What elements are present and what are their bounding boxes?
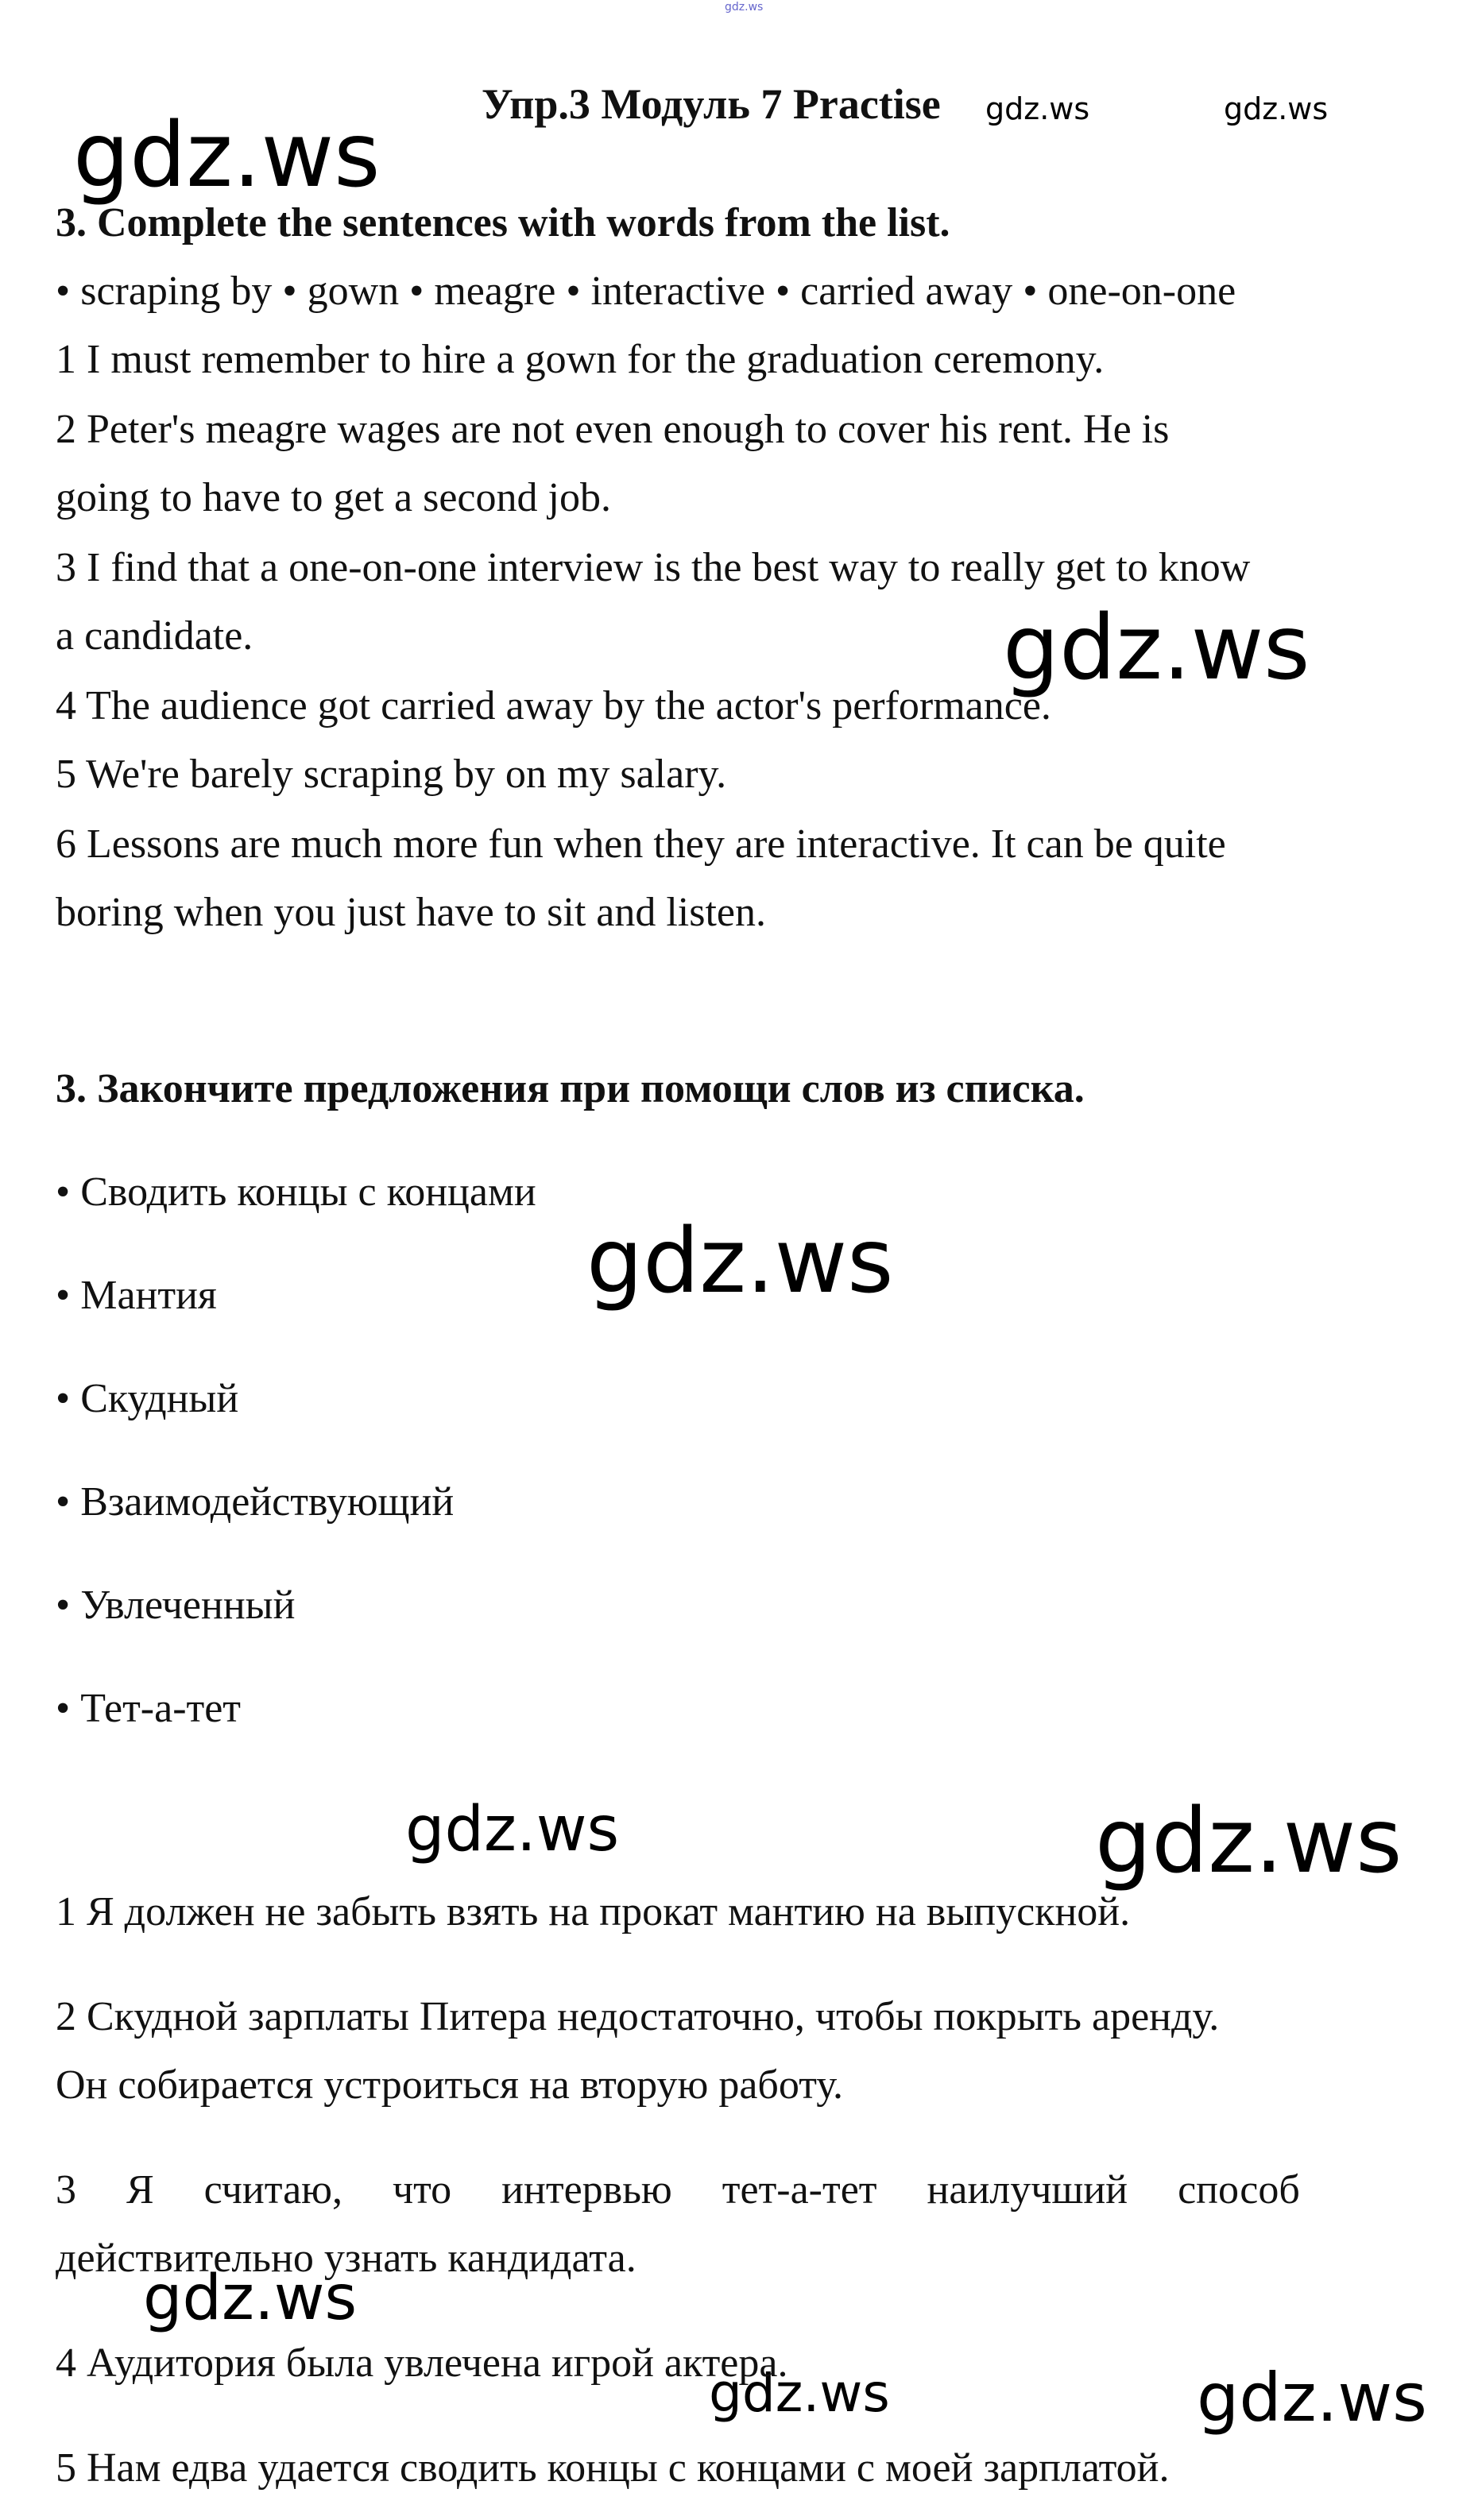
watermark-large-1: gdz.ws bbox=[73, 104, 381, 207]
watermark-header-2: gdz.ws bbox=[1224, 91, 1329, 126]
russian-word-2: • Мантия bbox=[56, 1273, 217, 1318]
watermark-header-1: gdz.ws bbox=[985, 91, 1090, 126]
russian-word-3: • Скудный bbox=[56, 1376, 239, 1421]
watermark-tiny: gdz.ws bbox=[725, 1, 764, 14]
russian-word-4: • Взаимодействующий bbox=[56, 1479, 455, 1525]
russian-word-5: • Увлеченный bbox=[56, 1583, 296, 1628]
english-heading: 3. Complete the sentences with words from the list. bbox=[56, 200, 950, 245]
russian-sentence-4: 4 Аудитория была увлечена игрой актера. bbox=[56, 2340, 788, 2386]
russian-sentence-3: 3 Я считаю, что интервью тет-а-тет наилучший способ bbox=[56, 2167, 1300, 2213]
english-line-3: going to have to get a second job. bbox=[56, 475, 611, 520]
russian-sentence-2b: Он собирается устроиться на вторую работу. bbox=[56, 2062, 844, 2108]
english-line-1: 1 I must remember to hire a gown for the graduation ceremony. bbox=[56, 337, 1105, 382]
watermark-large-3: gdz.ws bbox=[586, 1210, 894, 1313]
russian-sentence-1: 1 Я должен не забыть взять на прокат мантию на выпускной. bbox=[56, 1889, 1131, 1934]
english-line-2: 2 Peter's meagre wages are not even enough to cover his rent. He is bbox=[56, 407, 1170, 452]
english-line-5: a candidate. bbox=[56, 613, 253, 659]
english-line-7: 5 We're barely scraping by on my salary. bbox=[56, 752, 727, 797]
watermark-large-2: gdz.ws bbox=[1003, 597, 1310, 700]
watermark-medium-3: gdz.ws bbox=[709, 2363, 890, 2424]
russian-word-1: • Сводить концы с концами bbox=[56, 1169, 536, 1215]
english-line-9: boring when you just have to sit and listen. bbox=[56, 890, 767, 935]
russian-sentence-2: 2 Скудной зарплаты Питера недостаточно, чтобы покрыть аренду. bbox=[56, 1994, 1220, 2039]
page-title: Упр.3 Модуль 7 Practise bbox=[482, 80, 941, 128]
watermark-medium-1: gdz.ws bbox=[405, 1794, 620, 1865]
russian-heading: 3. Закончите предложения при помощи слов из списка. bbox=[56, 1066, 1085, 1111]
watermark-medium-2: gdz.ws bbox=[143, 2263, 358, 2334]
watermark-large-4: gdz.ws bbox=[1095, 1790, 1403, 1893]
english-line-4: 3 I find that a one-on-one interview is the best way to really get to know bbox=[56, 545, 1251, 590]
russian-sentence-5: 5 Нам едва удается сводить концы с концами с моей зарплатой. bbox=[56, 2445, 1170, 2491]
russian-sentence-3b: действительно узнать кандидата. bbox=[56, 2236, 637, 2281]
english-line-8: 6 Lessons are much more fun when they are interactive. It can be quite bbox=[56, 821, 1226, 867]
russian-word-6: • Тет-а-тет bbox=[56, 1686, 242, 1731]
watermark-medium-4: gdz.ws bbox=[1197, 2359, 1427, 2437]
english-line-6: 4 The audience got carried away by the actor's performance. bbox=[56, 683, 1051, 729]
english-word-list: • scraping by • gown • meagre • interactive • carried away • one-on-one bbox=[56, 269, 1236, 314]
